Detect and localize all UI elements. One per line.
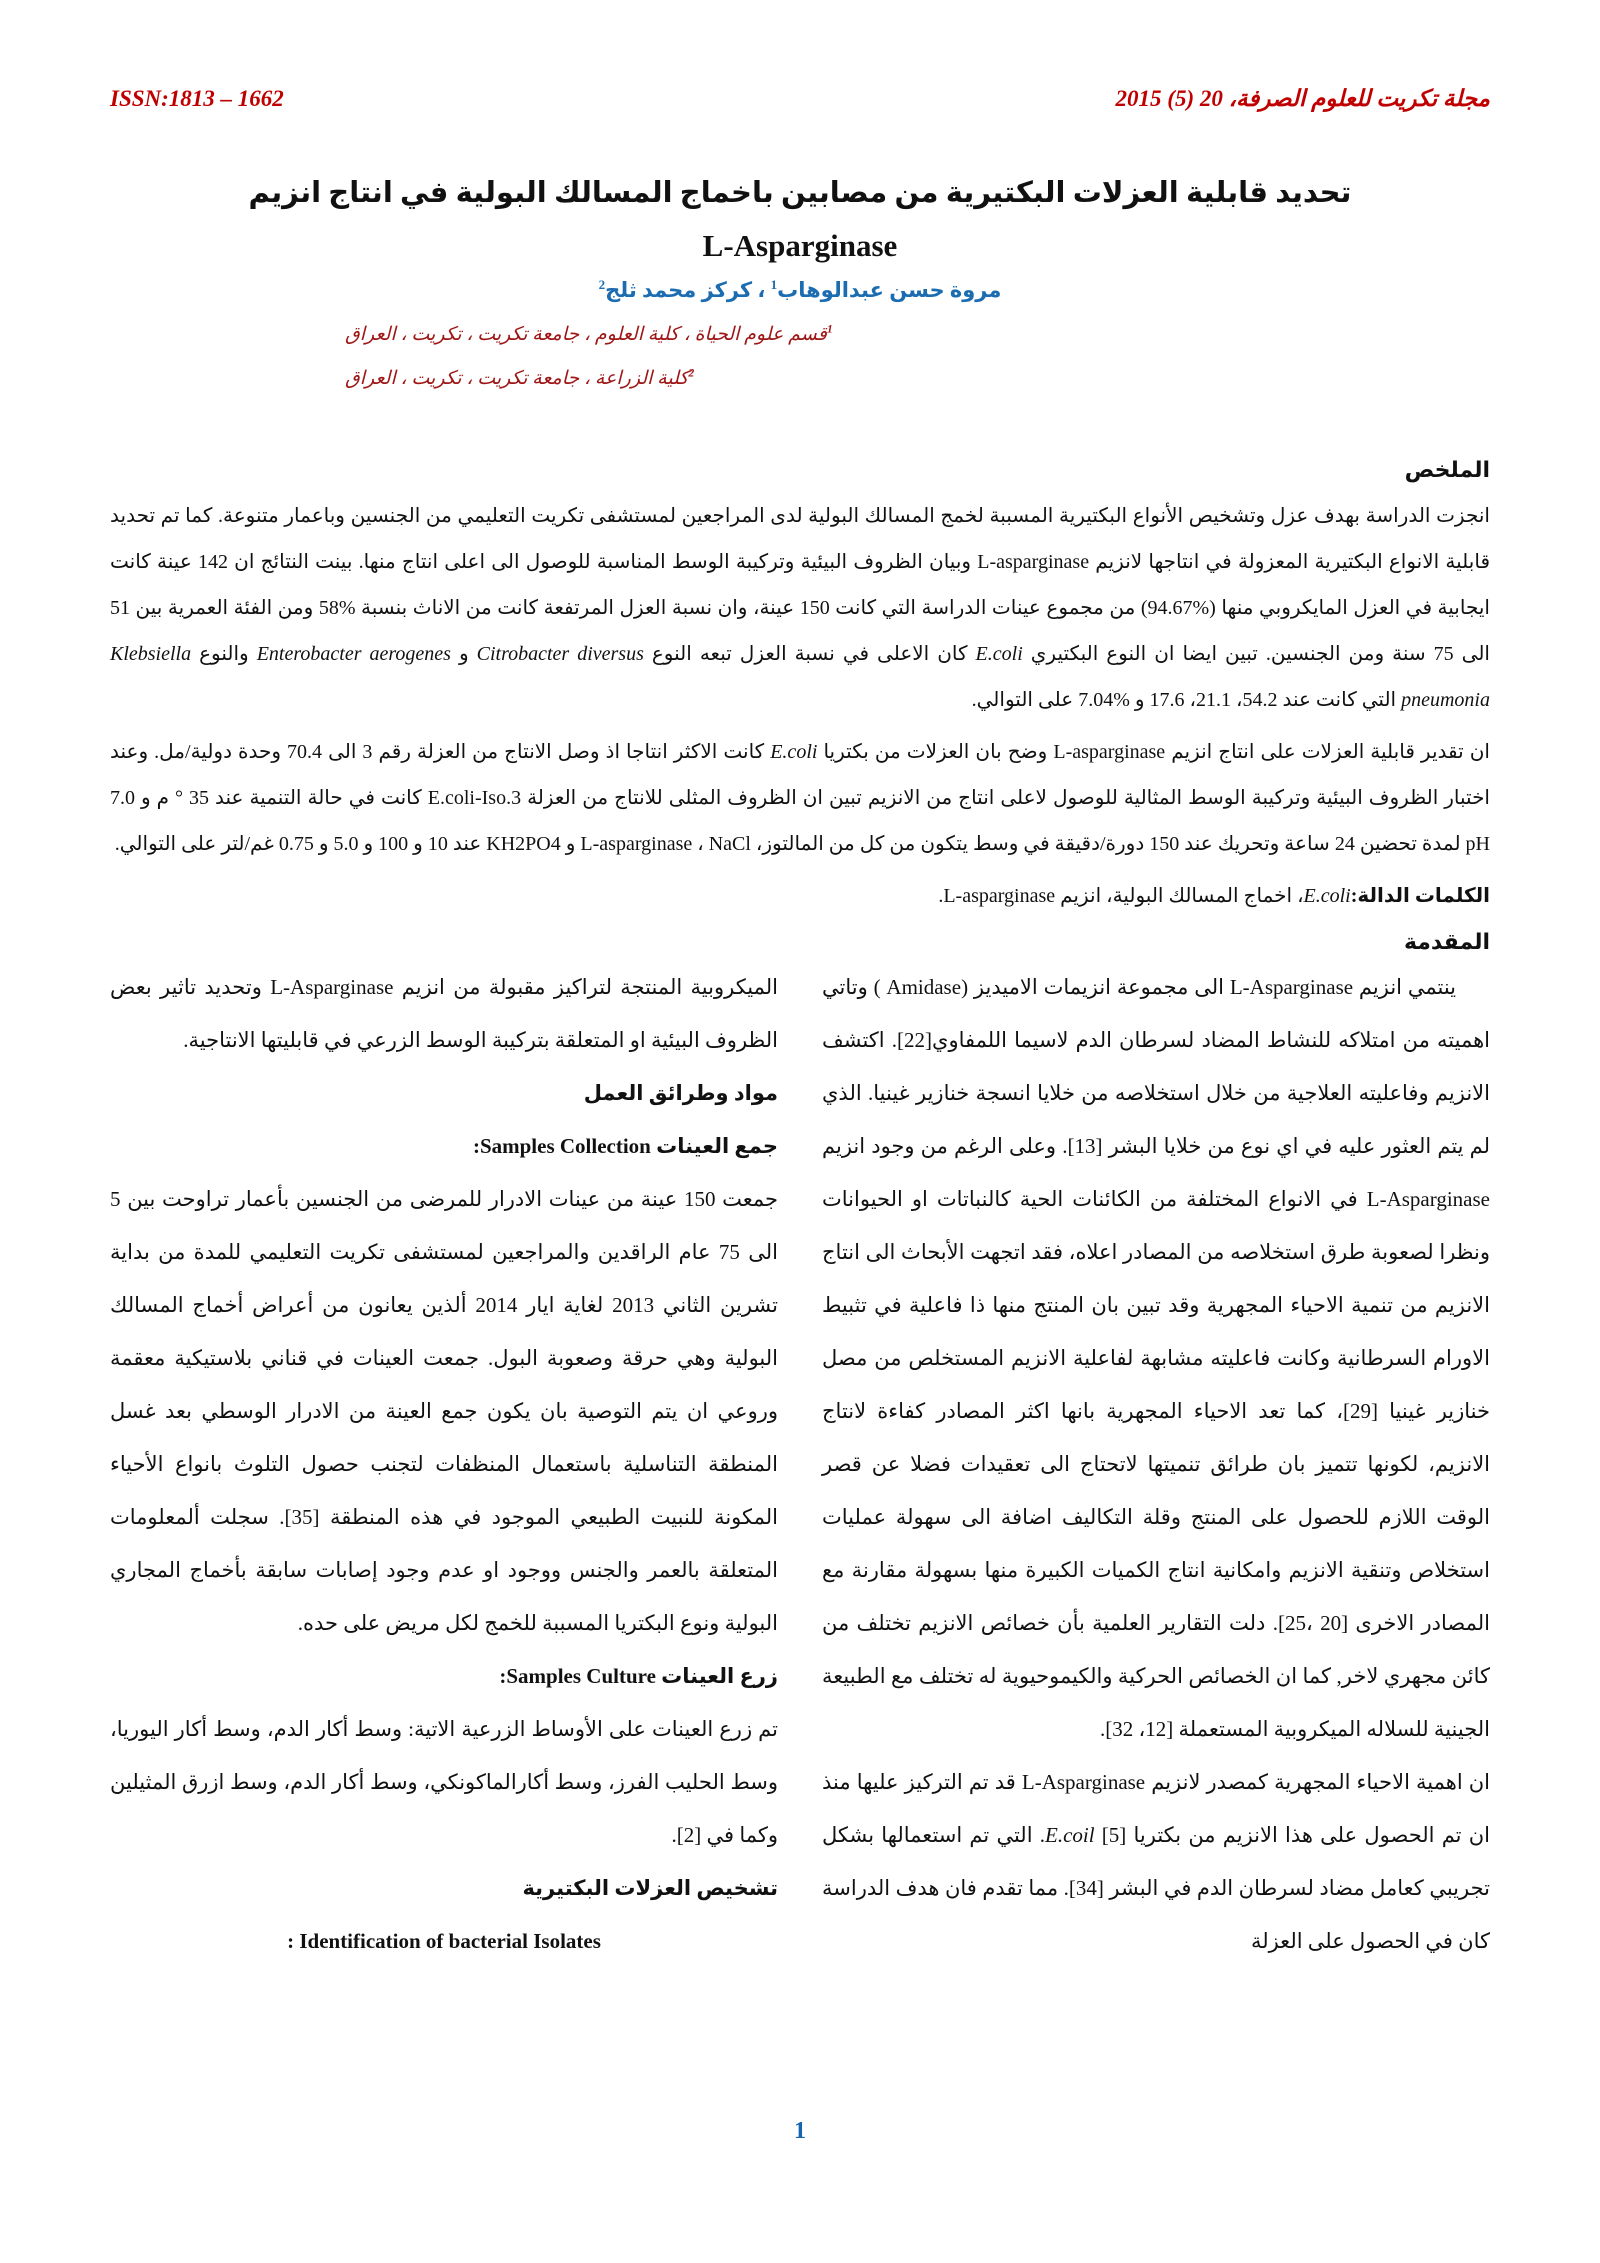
page-header <box>110 0 1490 112</box>
samples-culture-paragraph: تم زرع العينات على الأوساط الزرعية الاتية: وسط أكار الدم، وسط أكار اليوريا، وسط الحليب الفرز، وسط أكارالماكونكي، وسط أكار الدم، وسط ازرق المثيلين وكما في [2]. <box>110 1717 778 1847</box>
affiliation-1: $^1$قسم علوم الحياة ، كلية العلوم ، جامعة تكريت ، تكريت ، العراق <box>345 322 833 345</box>
identification-heading-arabic: تشخيص العزلات البكتيرية <box>522 1876 778 1900</box>
introduction-heading: المقدمة <box>1403 929 1490 954</box>
introduction-column <box>822 961 1490 1968</box>
keywords-line: الكلمات الدالة:E.coli، اخماج المسالك البولية، انزيم L-asparginase. <box>938 885 1490 907</box>
samples-collection-heading: جمع العينات Samples Collection: <box>472 1134 778 1158</box>
title-block <box>110 170 1490 401</box>
abstract-paragraph-1: انجزت الدراسة بهدف عزل وتشخيص الأنواع البكتيرية المسببة لخمج المسالك البولية لدى المراجعين لمستشفى تكريت التعليمي من الجنسين وباعمار متنوعة. كما تم تحديد قابلية الانواع البكتيرية المعزولة في انتاجها لانزيم L-asparginase وبيان الظروف البيئية وتركيبة الوسط المناسبة للوصول الى اعلى انتاج منها. بينت النتائج ان 142 عينة كانت ايجابية في العزل المايكروبي منها (%94.67) من مجموع عينات الدراسة التي كانت 150 عينة، وان نسبة العزل المرتفعة كانت من الاناث بنسبة %58 ومن الفئة العمرية بين 51 الى 75 سنة ومن الجنسين. تبين ايضا ان النوع البكتيري E.coli كان الاعلى في نسبة العزل تبعه النوع Citrobacter diversus و Enterobacter aerogenes والنوع Klebsiella pneumonia التي كانت عند 54.2، 21.1، 17.6 و %7.04 على التوالي. <box>110 505 1490 711</box>
introduction-paragraph-2: ان اهمية الاحياء المجهرية كمصدر لانزيم L-Asparginase قد تم التركيز عليها منذ ان تم الحصول على هذا الانزيم من بكتريا E.coil [5]. التي تم استعمالها بشكل تجريبي كعامل مضاد لسرطان الدم في البشر [34]. مما تقدم فان هدف الدراسة كان في الحصول على العزلة <box>822 1770 1490 1953</box>
abstract-section <box>110 453 1490 919</box>
introduction-paragraph-1: ينتمي انزيم L-Asparginase الى مجموعة انزيمات الاميديز (Amidase ) وتاتي اهميته من امتلاكه للنشاط المضاد لسرطان الدم لاسيما اللمفاوي[22]. اكتشف الانزيم وفاعليته العلاجية من خلال استخلاصه من خلايا انسجة خنازير غينيا. الذي لم يتم العثور عليه في اي نوع من خلايا البشر [13]. وعلى الرغم من وجود انزيم L-Asparginase في الانواع المختلفة من الكائنات الحية كالنباتات او الحيوانات ونظرا لصعوبة طرق استخلاصه من المصادر اعلاه، فقد اتجهت الأبحاث الى انتاج الانزيم من تنمية الاحياء المجهرية وقد تبين بان المنتج منها ذا فاعلية في تثبيط الاورام السرطانية وكانت فاعليته مشابهة لفاعلية الانزيم المستخلص من مصل خنازير غينيا [29]، كما تعد الاحياء المجهرية بانها اكثر المصادر كفاءة لانتاج الانزيم، لكونها تتميز بان طرائق تنميتها لاتحتاج الى تعقيدات فضلا عن قصر الوقت اللازم للحصول على المنتج وقلة التكاليف اضافة الى سهولة عمليات استخلاص وتنقية الانزيم وامكانية انتاج الكميات الكبيرة منها بسهولة مقارنة مع المصادر الاخرى [20 ،25]. دلت التقارير العلمية بأن خصائص الانزيم تختلف من كائن مجهري لاخر, كما ان الخصائص الحركية والكيموحيوية له تختلف مع الطبيعة الجينية للسلاله الميكروبية المستعملة [12، 32]. <box>822 975 1491 1741</box>
issn-label: ISSN:1813 – 1662 <box>110 86 284 111</box>
affiliation-2: $^2$كلية الزراعة ، جامعة تكريت ، تكريت ، العراق <box>345 366 695 389</box>
samples-collection-paragraph: جمعت 150 عينة من عينات الادرار للمرضى من الجنسين بأعمار تراوحت بين 5 الى 75 عام الراقدين والمراجعين لمستشفى تكريت التعليمي للمدة من بداية تشرين الثاني 2013 لغاية ايار 2014 ألذين يعانون من أعراض أخماج المسالك البولية وهي حرقة وصعوبة البول. جمعت العينات في قناني بلاستيكية معقمة وروعي ان يتم التوصية بان يكون جمع العينة من الادرار الوسطي بعد غسل المنطقة التناسلية باستعمال المنظفات لتجنب حصول التلوث بانواع الأحياء المكونة للنبيت الطبيعي الموجود في هذه المنطقة [35]. سجلت ألمعلومات المتعلقة بالعمر والجنس ووجود او عدم وجود إصابات سابقة بأخماج المجاري البولية ونوع البكتريا المسببة للخمج لكل مريض على حده. <box>110 1187 779 1635</box>
abstract-paragraph-2: ان تقدير قابلية العزلات على انتاج انزيم L-asparginase وضح بان العزلات من بكتريا E.coli كانت الاكثر انتاجا اذ وصل الانتاج من العزلة رقم 3 الى 70.4 وحدة دولية/مل. وعند اختبار الظروف البيئية وتركيبة الوسط المثالية للوصول لاعلى انتاج من الانزيم تبين ان الظروف المثلى للانتاج من العزلة E.coli-Iso.3 كانت في حالة التنمية عند 35 ° م و 7.0 pH لمدة تحضين 24 ساعة وتحريك عند 150 دورة/دقيقة في وسط يتكون من كل من المالتوز، L-asparginase ، NaCl و KH2PO4 عند 10 و 100 و 5.0 و 0.75 غم/لتر على التوالي. <box>110 741 1490 855</box>
materials-methods-heading: مواد وطرائق العمل <box>583 1081 778 1105</box>
abstract-heading: الملخص <box>1404 457 1490 482</box>
samples-culture-heading: زرع العينات Samples Culture: <box>499 1664 778 1688</box>
page-number: 1 <box>794 2118 806 2144</box>
methods-column <box>110 961 778 1968</box>
body-columns <box>110 961 1490 1968</box>
paper-title-english: L-Asparginase <box>702 228 898 263</box>
authors-line: مروة حسن عبدالوهاب$^1$ ، كركز محمد ثلج$^2$ <box>598 277 1002 302</box>
identification-heading-english: : Identification of bacterial Isolates <box>287 1929 601 1953</box>
paper-title-arabic: تحديد قابلية العزلات البكتيرية من مصابين باخماج المسالك البولية في انتاج انزيم <box>248 177 1352 209</box>
methods-continuation-paragraph: الميكروبية المنتجة لتراكيز مقبولة من انزيم L-Asparginase وتحديد تاثير بعض الظروف البيئية او المتعلقة بتركيبة الوسط الزرعي في قابليتها الانتاجية. <box>110 975 778 1052</box>
affiliations <box>110 313 1490 401</box>
journal-name: مجلة تكريت للعلوم الصرفة، 20 (5) 2015 <box>1115 86 1490 111</box>
